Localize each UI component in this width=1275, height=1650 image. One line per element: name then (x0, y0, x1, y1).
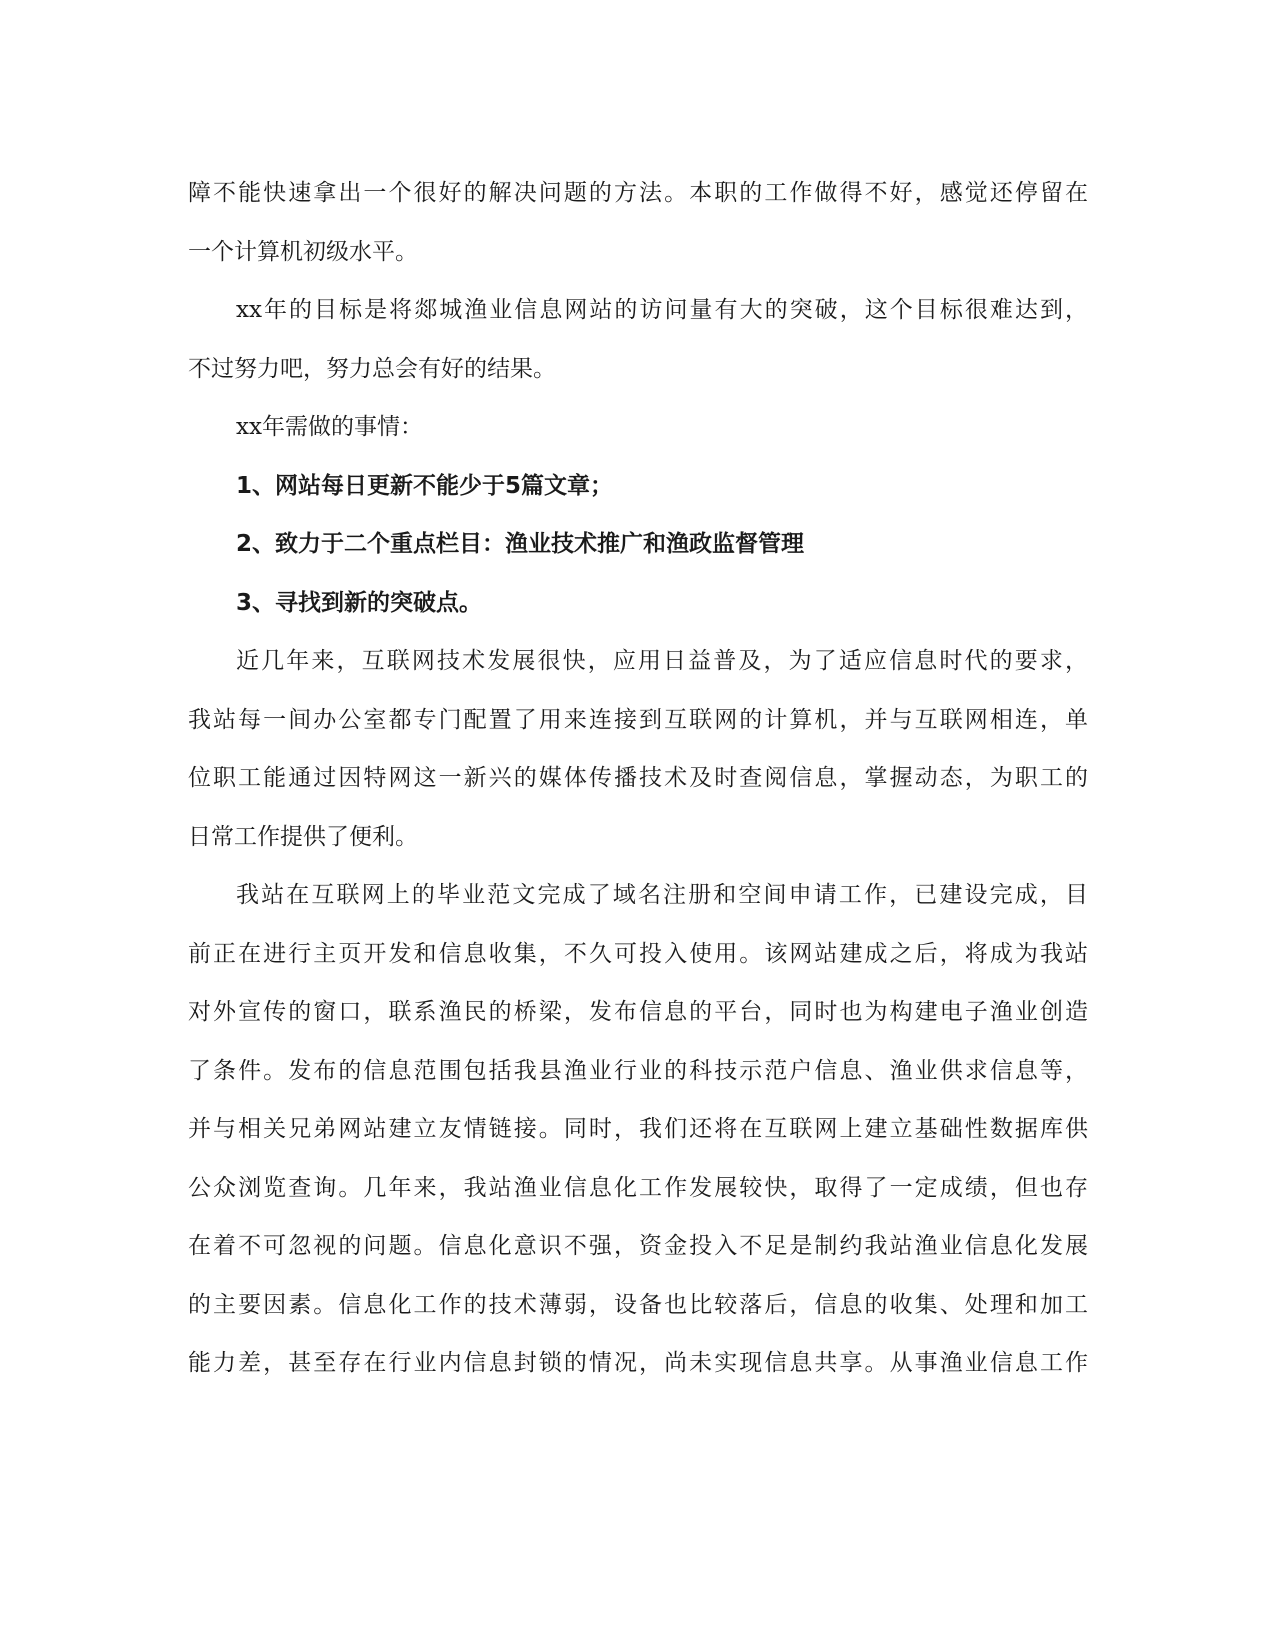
text-line: 我站在互联网上的毕业范文完成了域名注册和空间申请工作，已建设完成，目 (236, 882, 1088, 908)
text-line: 障不能快速拿出一个很好的解决问题的方法。本职的工作做得不好，感觉还停留在 (188, 180, 1088, 206)
text-line: 前正在进行主页开发和信息收集，不久可投入使用。该网站建成之后，将成为我站 (188, 940, 1088, 967)
text-line: 我站每一间办公室都专门配置了用来连接到互联网的计算机，并与互联网相连，单 (188, 706, 1088, 733)
text-line: 不过努力吧，努力总会有好的结果。 (188, 355, 556, 382)
text-line: 并与相关兄弟网站建立友情链接。同时，我们还将在互联网上建立基础性数据库供 (188, 1116, 1088, 1142)
list-item: 3、寻找到新的突破点。 (236, 589, 483, 616)
text-line: 一个计算机初级水平。 (188, 238, 418, 265)
text-line: 能力差，甚至存在行业内信息封锁的情况，尚未实现信息共享。从事渔业信息工作 (188, 1350, 1088, 1376)
text-line: xx年需做的事情： (236, 414, 423, 440)
text-line: 对外宣传的窗口，联系渔民的桥梁，发布信息的平台，同时也为构建电子渔业创造 (188, 999, 1088, 1025)
text-line: 公众浏览查询。几年来，我站渔业信息化工作发展较快，取得了一定成绩，但也存 (188, 1174, 1088, 1201)
text-line: 近几年来，互联网技术发展很快，应用日益普及，为了适应信息时代的要求， (236, 648, 1088, 674)
list-item: 2、致力于二个重点栏目：渔业技术推广和渔政监督管理 (236, 531, 805, 557)
text-line: 位职工能通过因特网这一新兴的媒体传播技术及时查阅信息，掌握动态，为职工的 (188, 765, 1088, 791)
text-line: 日常工作提供了便利。 (188, 823, 418, 850)
text-line: xx年的目标是将郯城渔业信息网站的访问量有大的突破，这个目标很难达到， (236, 297, 1088, 323)
text-line: 在着不可忽视的问题。信息化意识不强，资金投入不足是制约我站渔业信息化发展 (188, 1233, 1088, 1259)
list-item: 1、网站每日更新不能少于5篇文章； (236, 472, 614, 499)
text-line: 了条件。发布的信息范围包括我县渔业行业的科技示范户信息、渔业供求信息等， (188, 1057, 1088, 1084)
text-line: 的主要因素。信息化工作的技术薄弱，设备也比较落后，信息的收集、处理和加工 (188, 1291, 1088, 1318)
document-body (188, 164, 1088, 1393)
